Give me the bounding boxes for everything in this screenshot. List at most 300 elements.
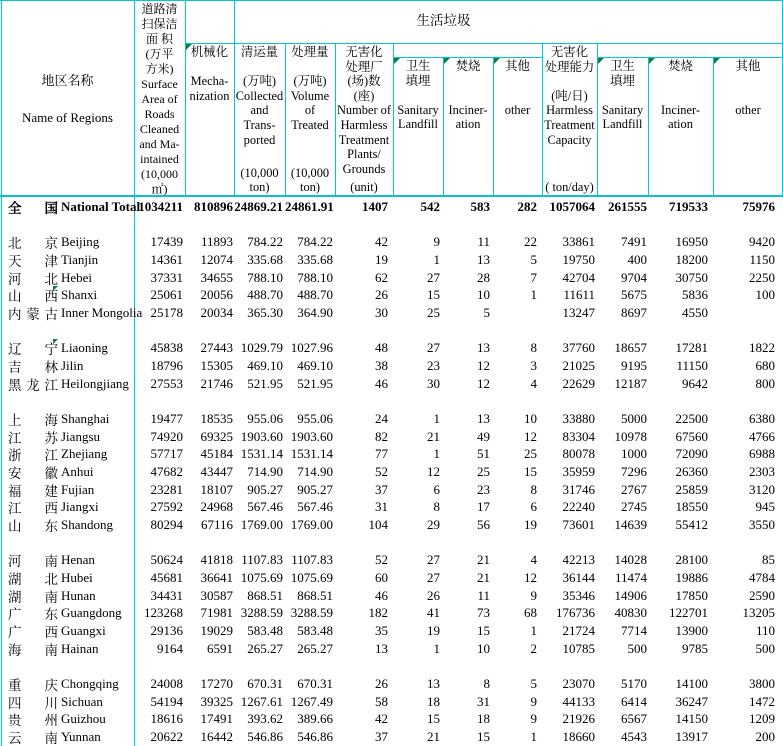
cell-value: 72090 (675, 446, 708, 462)
cell-value: 1769.00 (240, 517, 283, 533)
cell-value: 34655 (200, 269, 233, 285)
cell-value: 1150 (749, 252, 775, 268)
cell-value: 784.22 (247, 234, 283, 250)
region-name-en: Jiangxi (61, 499, 99, 515)
cell-value: 868.51 (297, 587, 333, 603)
road-area-header-line: 道路清 (141, 2, 178, 16)
cell-value: 182 (368, 605, 388, 621)
column-header-line: (场)数 (347, 74, 381, 89)
column-header-line: Grounds (342, 161, 386, 176)
cell-value: 15 (427, 287, 440, 303)
region-name-en: Anhui (61, 464, 94, 480)
table-row-hunan (0, 586, 783, 604)
region-name-zh-char: 湖 (8, 589, 22, 605)
region-name-zh-char: 古 (44, 307, 58, 323)
cell-value: 9 (433, 234, 440, 250)
cell-value: 55412 (675, 517, 708, 533)
region-name-zh-char: 四 (8, 695, 22, 711)
cell-value: 24008 (150, 676, 183, 692)
cell-value: 1472 (749, 693, 775, 709)
cell-value: 469.10 (297, 358, 333, 374)
column-header-sanitary-landfill-count (393, 57, 443, 195)
cell-value: 25859 (675, 481, 708, 497)
cell-value: 1 (433, 252, 440, 268)
cell-value: 21 (427, 729, 440, 745)
cell-value: 44133 (562, 693, 595, 709)
cell-value: 27592 (150, 499, 183, 515)
region-name-zh-char: 海 (8, 642, 22, 658)
cell-region-name (0, 374, 134, 394)
cell-value: 15305 (200, 358, 233, 374)
region-name-zh-char: 南 (44, 731, 58, 746)
region-name-zh (8, 727, 58, 746)
cell-value: 47682 (150, 464, 183, 480)
region-name-zh-char: 全 (8, 201, 22, 216)
cell-value: 13 (477, 340, 490, 356)
cell-value: 788.10 (297, 269, 333, 285)
column-header-unit-line: ton) (249, 180, 270, 194)
cell-value: 6380 (749, 411, 775, 427)
cell-value: 21746 (200, 375, 233, 391)
cell-value: 670.31 (297, 676, 333, 692)
cell-value: 5 (483, 305, 490, 321)
cell-value: 13917 (675, 729, 708, 745)
cell-value: 788.10 (247, 269, 283, 285)
cell-value: 42704 (562, 269, 595, 285)
cell-value: 80294 (150, 517, 183, 533)
cell-value: 23 (477, 481, 490, 497)
cell-value: 2767 (621, 481, 647, 497)
column-header-unit-line: (10,000 (240, 166, 279, 180)
cell-value: 9420 (749, 234, 775, 250)
region-name-zh-char: 辽 (8, 342, 22, 358)
region-name-zh-char: 江 (44, 448, 58, 464)
cell-value: 1107.83 (241, 552, 283, 568)
road-area-header-line: (万平 (145, 47, 174, 61)
region-name-zh-char: 川 (44, 695, 58, 711)
cell-flag-icon (444, 58, 450, 64)
cell-value: 36641 (200, 570, 233, 586)
region-name-en: Liaoning (61, 340, 108, 356)
cell-value: 30 (375, 305, 388, 321)
road-area-header-line: Area of (141, 92, 178, 106)
cell-value: 389.66 (297, 711, 333, 727)
column-header-line: and (250, 103, 269, 118)
cell-value: 62 (375, 269, 388, 285)
cell-value: 16950 (675, 234, 708, 250)
cell-value: 26360 (675, 464, 708, 480)
column-header-line (185, 60, 234, 75)
region-name-zh-char: 上 (8, 413, 22, 429)
cell-value: 1 (530, 623, 537, 639)
region-name-en: Jilin (61, 358, 84, 374)
cell-value: 28 (477, 269, 490, 285)
column-header-other-capacity (713, 57, 783, 195)
cell-value: 9 (530, 711, 537, 727)
column-header-line: 焚烧 (455, 59, 481, 73)
cell-value: 19 (427, 623, 440, 639)
cell-value: 719533 (669, 199, 708, 214)
cell-value: 1209 (749, 711, 775, 727)
cell-value: 77 (375, 446, 388, 462)
column-header-line: Harmless (546, 103, 593, 118)
column-header-line: 无害化 (550, 45, 589, 59)
table-row-shanghai (0, 409, 783, 427)
cell-value: 14906 (614, 587, 647, 603)
column-header-unit-line: ton) (300, 180, 320, 194)
column-header-line (443, 74, 493, 89)
region-name-en: Yunnan (61, 729, 101, 745)
column-header-collected (234, 43, 285, 195)
cell-value: 8 (483, 676, 490, 692)
road-area-header-line: 面 积 (145, 32, 173, 46)
cell-value: 567.46 (297, 499, 333, 515)
cell-value: 50624 (150, 552, 183, 568)
region-name-zh-char: 庆 (44, 678, 58, 694)
cell-value: 10978 (614, 428, 647, 444)
table-row-zhejiang (0, 444, 783, 462)
cell-value: 12 (524, 570, 537, 586)
region-name-zh-char: 南 (44, 642, 58, 658)
cell-value: 69325 (200, 428, 233, 444)
table-row-beijing (0, 232, 783, 250)
cell-value: 905.27 (297, 481, 333, 497)
cell-value: 46 (375, 375, 388, 391)
road-area-header-line: Roads (144, 107, 175, 121)
cell-value: 45838 (150, 340, 183, 356)
column-header-line: 卫生 (405, 59, 431, 73)
region-name-zh-char: 北 (44, 572, 58, 588)
cell-value: 42 (375, 234, 388, 250)
cell-value: 3120 (749, 481, 775, 497)
region-name-zh-char: 黑 (8, 377, 22, 393)
cell-value: 955.06 (297, 411, 333, 427)
cell-value: 13 (477, 411, 490, 427)
region-name-zh (8, 515, 58, 535)
table-row-hainan (0, 639, 783, 657)
column-header-line: Collected (235, 88, 284, 103)
cell-value: 11474 (614, 570, 647, 586)
region-name-zh-char: 京 (44, 236, 58, 252)
cell-value: 542 (420, 199, 440, 214)
column-header-line (713, 74, 783, 89)
cell-value: 51 (477, 446, 490, 462)
cell-value: 49 (477, 428, 490, 444)
table-row-fujian (0, 480, 783, 498)
region-name-zh-char: 苏 (44, 430, 58, 446)
cell-value: 29 (427, 517, 440, 533)
table-row-yunnan (0, 727, 783, 745)
region-name-zh-char: 云 (8, 731, 22, 746)
region-name-zh-char: 龙 (26, 377, 40, 393)
cell-value: 123268 (144, 605, 183, 621)
cell-value: 13 (375, 640, 388, 656)
cell-value: 17281 (675, 340, 708, 356)
table-row-shanxi (0, 285, 783, 303)
cell-value: 265.27 (297, 640, 333, 656)
cell-value: 17270 (200, 676, 233, 692)
table-row-heilongjiang (0, 374, 783, 392)
cell-value: 868.51 (247, 587, 283, 603)
cell-value: 469.10 (247, 358, 283, 374)
cell-value: 30587 (200, 587, 233, 603)
cell-value: 21 (427, 428, 440, 444)
cell-value: 11150 (676, 358, 708, 374)
table-row-hebei (0, 268, 783, 286)
cell-flag-icon (494, 58, 500, 64)
cell-value: 30 (427, 375, 440, 391)
cell-value: 4 (530, 375, 537, 391)
cell-value: 1027.96 (290, 340, 333, 356)
cell-value: 13 (427, 676, 440, 692)
cell-value: 26 (427, 587, 440, 603)
cell-value: 41 (427, 605, 440, 621)
cell-value: 27 (427, 552, 440, 568)
cell-value: 100 (755, 287, 775, 303)
cell-value: 9785 (682, 640, 708, 656)
cell-value: 18657 (614, 340, 647, 356)
column-header-line (597, 88, 648, 103)
cell-flag-icon (53, 339, 58, 344)
cell-region-name (0, 639, 134, 659)
group-gap (0, 391, 783, 409)
cell-value: 27 (427, 340, 440, 356)
cell-value: 3550 (749, 517, 775, 533)
cell-value: 2 (530, 640, 537, 656)
cell-value: 1407 (362, 199, 388, 214)
road-area-header-line: Surface (141, 77, 178, 91)
cell-value: 1531.14 (290, 446, 333, 462)
cell-value: 11611 (563, 287, 595, 303)
table-row-henan (0, 550, 783, 568)
column-header-unit-line: (10,000 (290, 166, 330, 180)
region-name-zh-char: 浙 (8, 448, 22, 464)
region-name-en: Fujian (61, 481, 95, 497)
cell-value: 500 (755, 640, 775, 656)
cell-value: 24 (375, 411, 388, 427)
waste-group-header: 生活垃圾 (416, 13, 471, 28)
cell-value: 17491 (200, 711, 233, 727)
cell-value: 1 (530, 287, 537, 303)
cell-value: 14100 (675, 676, 708, 692)
group-gap (0, 215, 783, 233)
column-header-unit (335, 180, 393, 194)
region-name-header-zh: 地区名称 (41, 72, 94, 88)
column-header-line: other (504, 102, 531, 117)
table-row-guizhou (0, 709, 783, 727)
cell-value: 26 (375, 287, 388, 303)
column-header-line: Volume (290, 88, 330, 103)
region-name-en: Shandong (61, 517, 113, 533)
column-header-treated (285, 43, 335, 195)
table-row-guangdong (0, 603, 783, 621)
cell-value: 282 (517, 199, 537, 214)
cell-value: 1000 (621, 446, 647, 462)
cell-value: 80078 (562, 446, 595, 462)
cell-value: 6591 (207, 640, 233, 656)
cell-value: 261555 (608, 199, 647, 214)
region-name-zh-char: 南 (44, 589, 58, 605)
column-header-line: (万吨) (293, 74, 327, 89)
region-name-zh-char: 东 (44, 607, 58, 623)
cell-value: 46 (375, 587, 388, 603)
column-header-line: other (735, 102, 761, 117)
region-name-zh-char: 内 (8, 307, 22, 323)
column-header-line: 处理能力 (544, 59, 595, 74)
cell-value: 22629 (562, 375, 595, 391)
region-name-zh-char: 徽 (44, 466, 58, 482)
cell-value: 1 (433, 411, 440, 427)
group-gap (0, 533, 783, 551)
cell-value: 680 (755, 358, 775, 374)
cell-value: 23281 (150, 481, 183, 497)
cell-value: 21926 (562, 711, 595, 727)
region-name-header (2, 0, 133, 195)
cell-value: 12 (477, 375, 490, 391)
region-name-zh-char: 贵 (8, 713, 22, 729)
cell-value: 335.68 (297, 252, 333, 268)
cell-value: 25 (524, 446, 537, 462)
cell-value: 19886 (675, 570, 708, 586)
cell-value: 39325 (200, 693, 233, 709)
cell-value: 15 (477, 729, 490, 745)
table-row-anhui (0, 462, 783, 480)
cell-value: 6414 (621, 693, 647, 709)
cell-value: 35 (375, 623, 388, 639)
cell-value: 21 (477, 570, 490, 586)
column-header-treatment-capacity (542, 43, 597, 195)
cell-value: 10 (524, 411, 537, 427)
column-header-line: 焚烧 (668, 59, 693, 73)
table-body (0, 197, 783, 745)
cell-value: 176736 (556, 605, 595, 621)
column-header-line (493, 88, 542, 103)
column-header-unit (542, 180, 597, 194)
table-row-national-total (0, 197, 783, 215)
cell-value: 6 (433, 481, 440, 497)
cell-value: 7714 (621, 623, 647, 639)
cell-value: 365.30 (247, 305, 283, 321)
column-header-line: 清运量 (240, 45, 279, 59)
cell-value: 2250 (749, 269, 775, 285)
cell-value: 1107.83 (291, 552, 333, 568)
cell-value: 31 (375, 499, 388, 515)
cell-region-name (0, 303, 143, 323)
cell-value: 13 (477, 252, 490, 268)
table-row-jiangsu (0, 427, 783, 445)
column-header-line: Treated (291, 117, 329, 132)
cell-value: 13205 (742, 605, 775, 621)
cell-value: 19750 (562, 252, 595, 268)
group-gap (0, 321, 783, 339)
road-area-header-line: (10,000 (141, 167, 178, 181)
column-header-line: Inciner- (661, 102, 700, 117)
cell-value: 784.22 (297, 234, 333, 250)
region-name-zh-char: 州 (44, 713, 58, 729)
column-header-line: Number of (336, 103, 392, 118)
cell-value: 31746 (562, 481, 595, 497)
cell-value: 68 (524, 605, 537, 621)
region-name-en: Hainan (61, 640, 99, 656)
cell-value: 40830 (614, 605, 647, 621)
cell-value: 122701 (669, 605, 708, 621)
region-name-en: Guangdong (61, 605, 122, 621)
region-name-zh-char: 江 (8, 430, 22, 446)
column-header-unit-line: ( ton/day) (545, 180, 594, 194)
cell-value: 71981 (200, 605, 233, 621)
column-header-sanitary-landfill-capacity (597, 57, 648, 195)
region-name-en: Guangxi (61, 623, 106, 639)
cell-value: 521.95 (247, 375, 283, 391)
cell-value: 23 (427, 358, 440, 374)
region-name-header-en: Name of Regions (22, 109, 113, 125)
cell-region-name (0, 197, 141, 217)
column-header-line: Sanitary (397, 102, 439, 117)
cell-value: 28100 (675, 552, 708, 568)
column-header-line: Treatment (544, 117, 595, 132)
cell-value: 546.86 (297, 729, 333, 745)
cell-value: 200 (755, 729, 775, 745)
cell-value: 10 (477, 287, 490, 303)
cell-value: 5 (530, 676, 537, 692)
cell-value: 3288.59 (240, 605, 283, 621)
region-name-en: Shanghai (61, 411, 110, 427)
region-name-zh-char: 福 (8, 483, 22, 499)
cell-value: 25 (477, 464, 490, 480)
cell-value: 2303 (749, 464, 775, 480)
cell-value: 37 (375, 481, 388, 497)
cell-value: 5 (530, 252, 537, 268)
cell-value: 5000 (621, 411, 647, 427)
region-name-zh-char: 吉 (8, 360, 22, 376)
cell-value: 104 (368, 517, 388, 533)
cell-value: 14028 (614, 552, 647, 568)
cell-value: 19029 (200, 623, 233, 639)
region-name-en: Shanxi (61, 287, 98, 303)
cell-value: 12187 (614, 375, 647, 391)
region-name-zh-char: 江 (44, 377, 58, 393)
cell-flag-icon (649, 58, 655, 64)
cell-value: 36247 (675, 693, 708, 709)
cell-value: 27553 (150, 375, 183, 391)
column-header-other-count (493, 57, 542, 195)
cell-value: 75976 (742, 199, 775, 214)
cell-value: 1 (433, 640, 440, 656)
table-row-inner-mongolia (0, 303, 783, 321)
region-name-zh-char: 海 (44, 413, 58, 429)
cell-value: 521.95 (297, 375, 333, 391)
cell-value: 23070 (562, 676, 595, 692)
region-name-zh (8, 374, 58, 394)
column-header-line: 填埋 (610, 73, 635, 88)
cell-value: 18796 (150, 358, 183, 374)
column-header-line: 机械化 (190, 45, 229, 59)
cell-value: 11893 (200, 234, 233, 250)
region-name-zh-char: 广 (8, 625, 22, 641)
column-header-line (285, 60, 335, 75)
cell-value: 8 (433, 499, 440, 515)
region-name-en: Hunan (61, 587, 96, 603)
region-name-zh-char: 西 (44, 625, 58, 641)
cell-value: 18200 (675, 252, 708, 268)
cell-value: 15 (477, 623, 490, 639)
cell-value: 20056 (200, 287, 233, 303)
cell-value: 67560 (675, 428, 708, 444)
cell-value: 6988 (749, 446, 775, 462)
cell-value: 4 (530, 552, 537, 568)
cell-value: 714.90 (247, 464, 283, 480)
cell-value: 45184 (200, 446, 233, 462)
